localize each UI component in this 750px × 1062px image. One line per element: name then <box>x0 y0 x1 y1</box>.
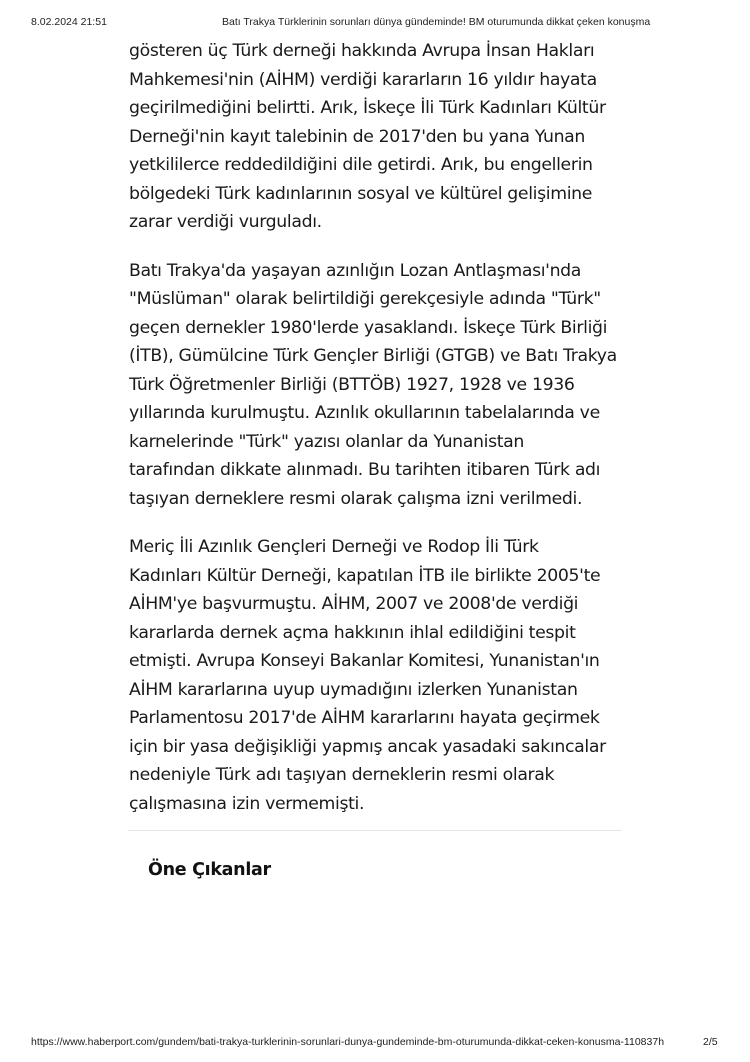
article-paragraph: gösteren üç Türk derneği hakkında Avrupa İnsan Hakları Mahkemesi'nin (AİHM) verdiği kararların 16 yıldır hayata geçirilmediğini belirtti. Arık, İskeçe İli Türk Kadınları Kültür Derneği'nin kayıt talebinin de 2017'den bu yana Yunan yetkililerce reddedildiğini dile getirdi. Arık, bu engellerin bölgedeki Türk kadınlarının sosyal ve kültürel gelişimine zarar verdiği vurguladı. <box>129 41 606 232</box>
print-page-title: Batı Trakya Türklerinin sorunları dünya gündeminde! BM oturumunda dikkat çeken konuşma <box>222 16 651 28</box>
print-date: 8.02.2024 21:51 <box>31 16 107 28</box>
article-body <box>129 37 629 838</box>
highlights-heading: Öne Çıkanlar <box>148 860 271 880</box>
article-paragraph: Batı Trakya'da yaşayan azınlığın Lozan Antlaşması'nda "Müslüman" olarak belirtildiği gerekçesiyle adında "Türk" geçen dernekler 1980'lerde yasaklandı. İskeçe Türk Birliği (İTB), Gümülcine Türk Gençler Birliği (GTGB) ve Batı Trakya Türk Öğretmenler Birliği (BTTÖB) 1927, 1928 ve 1936 yıllarında kurulmuştu. Azınlık okullarının tabelalarında ve karnelerinde "Türk" yazısı olanlar da Yunanistan tarafından dikkate alınmadı. Bu tarihten itibaren Türk adı taşıyan derneklere resmi olarak çalışma izni verilmedi. <box>129 260 617 509</box>
print-footer <box>0 1036 750 1050</box>
print-url: https://www.haberport.com/gundem/bati-trakya-turklerinin-sorunlari-dunya-gundeminde-bm-oturumunda-dikkat-ceken-konusma-110837h <box>31 1036 665 1048</box>
section-divider <box>128 830 622 831</box>
print-header <box>0 16 750 30</box>
article-paragraph: Meriç İli Azınlık Gençleri Derneği ve Rodop İli Türk Kadınları Kültür Derneği, kapatılan İTB ile birlikte 2005'te AİHM'ye başvurmuştu. AİHM, 2007 ve 2008'de verdiği kararlarda dernek açma hakkının ihlal edildiğini tespit etmişti. Avrupa Konseyi Bakanlar Komitesi, Yunanistan'ın AİHM kararlarına uyup uymadığını izlerken Yunanistan Parlamentosu 2017'de AİHM kararlarını hayata geçirmek için bir yasa değişikliği yapmış ancak yasadaki sakıncalar nedeniyle Türk adı taşıyan derneklerin resmi olarak çalışmasına izin vermemişti. <box>129 537 606 814</box>
page-number: 2/5 <box>703 1036 718 1048</box>
